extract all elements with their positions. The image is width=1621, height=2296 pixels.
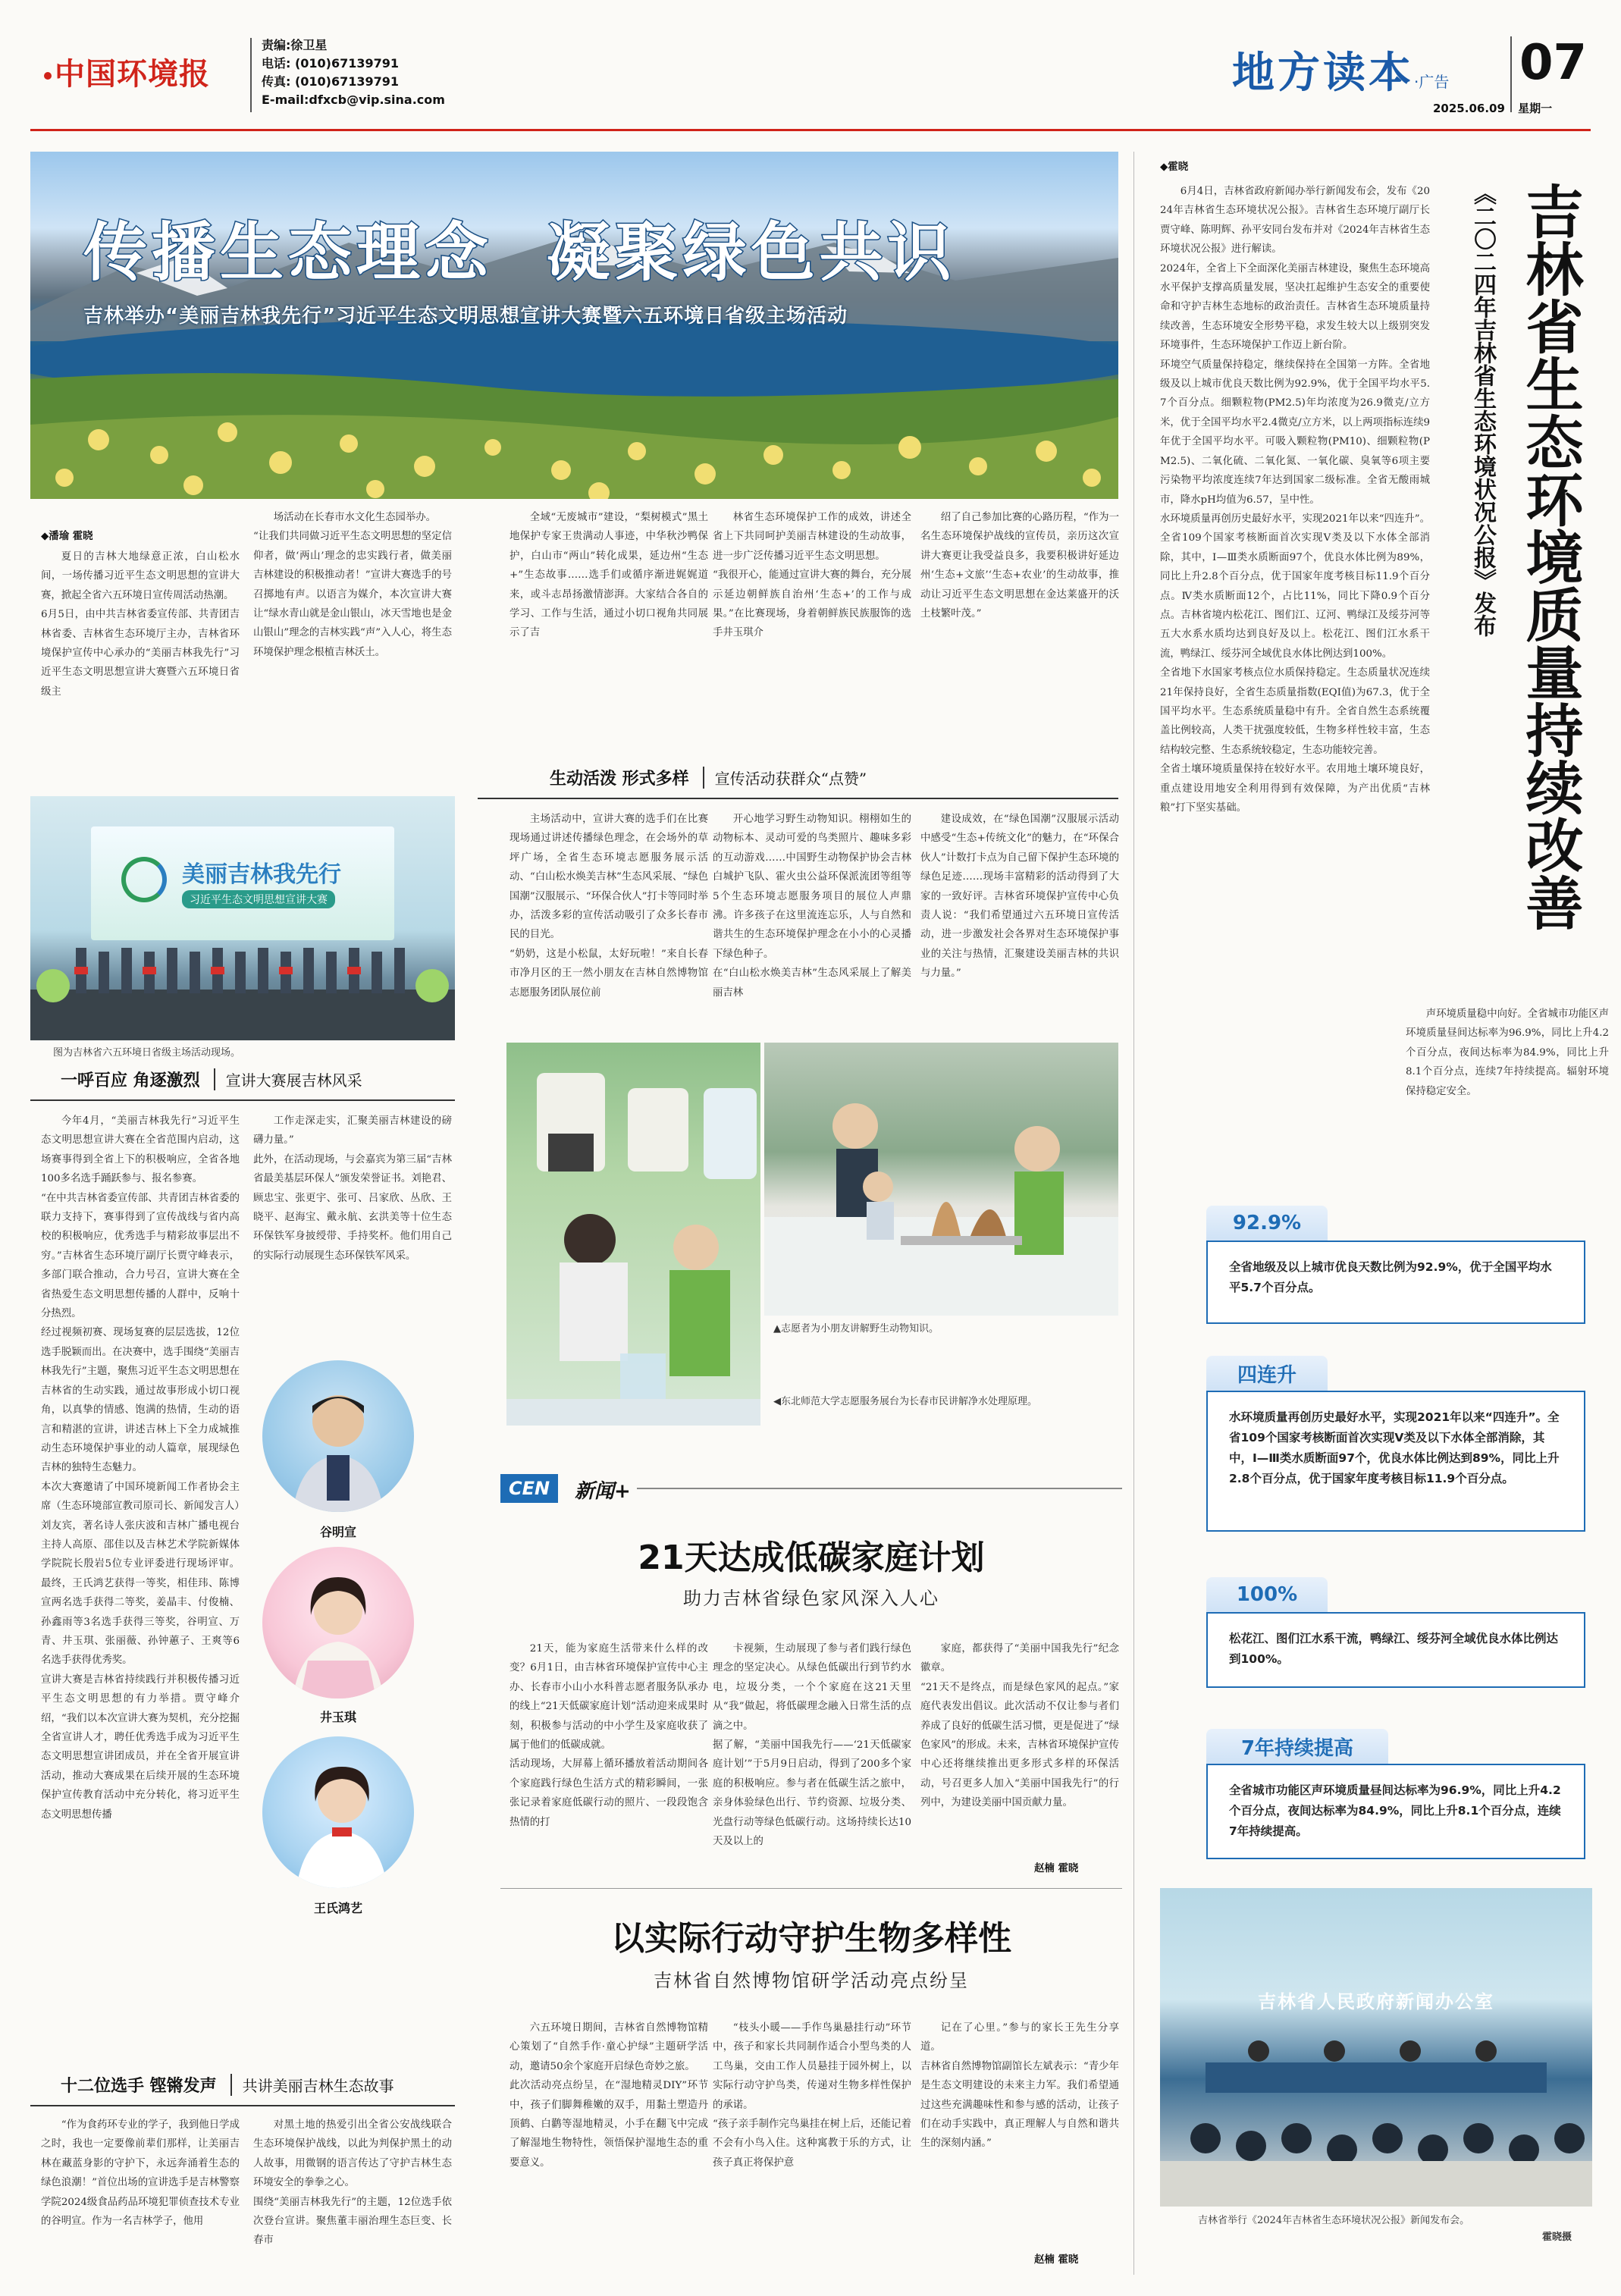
volunteer-scene-2	[506, 1043, 760, 1426]
lowcarbon-col1: 21天，能为家庭生活带来什么样的改变？6月1日，由吉林省环境保护宣传中心主办、长春市小山小水科普志愿者服务队承办的线上“21天低碳家庭计划”活动迎来成果时刻，积极参与活动的中小学生及家庭收获了属于他们的低碳成就。 活动现场，大屏幕上循环播放着活动期间各个家庭践行绿色生活方式的精彩瞬间，一张张记录着家庭低碳行动的照片、一段段饱含热情的打	[510, 1643, 708, 1828]
portrait-2-figure	[262, 1547, 414, 1698]
kpi-value-3: 100%	[1236, 1583, 1298, 1606]
lowcarbon-subtitle: 助力吉林省绿色家风深入人心	[683, 1588, 939, 1609]
lead-col4: 林省生态环境保护工作的成效，讲述全省上下共同呵护美丽吉林建设的生动故事，进一步广泛传播习近平生态文明思想。 “我很开心，能通过宣讲大赛的舞台，充分展示延边朝鲜族自治州‘生态+’的工作与成果。”在比赛现场，身着朝鲜族民族服饰的选手井玉琪介	[713, 512, 911, 639]
person-name-2: 井玉琪	[319, 1710, 356, 1724]
section-call-rule	[30, 1099, 455, 1101]
right-column-rule	[1133, 152, 1134, 2275]
lowcarbon-col3: 家庭，都获得了“美丽中国我先行”纪念徽章。 “21天不是终点，而是绿色家风的起点。”家庭代表发出倡议。此次活动不仅让参与者们养成了良好的低碳生活习惯，更是促进了“绿色家风”的形成。未来，吉林省环境保护宣传中心还将继续推出更多形式多样的环保活动，号召更多人加入“美丽中国我先行”的行列中，为建设美丽中国贡献力量。	[920, 1643, 1119, 1809]
logo-text: 中国环境报	[55, 57, 210, 92]
kpi-tab-3	[1206, 1577, 1328, 1612]
logo	[44, 50, 210, 93]
page-number: 07	[1519, 35, 1588, 91]
biodiversity-col2: “枝头小暖——手作鸟巢悬挂行动”环节中，孩子和家长共同制作适合小型鸟类的人工鸟巢，交由工作人员悬挂于园外树上，以实际行动守护鸟类，传递对生物多样性保护的承诺。 “孩子亲手制作完鸟巢挂在树上后，还能记着不会有小鸟入住。这种寓教于乐的方式，让孩子真正将保护意	[713, 2022, 911, 2169]
kpi-text-2: 水环境质量再创历史最好水平，实现2021年以来“四连升”。全省109个国家考核断面首次实现Ⅴ类及以下水体全部消除，其中，Ⅰ—Ⅲ类水质断面97个，优良水体比例达到89%，同比上升2.8个百分点，优于国家年度考核目标11.9个百分点。	[1229, 1410, 1560, 1485]
person-name-1: 谷明宣	[319, 1525, 356, 1539]
pressroom-caption: 吉林省举行《2024年吉林省生态环境状况公报》新闻发布会。	[1198, 2215, 1470, 2226]
kpi-tab-4	[1206, 1729, 1388, 1764]
right-title-text: 吉林省生态环境质量持续改善	[1516, 182, 1584, 931]
banner-title: 传播生态理念 凝聚绿色共识	[83, 215, 956, 290]
pressroom-scene	[1160, 1888, 1592, 2207]
right-col-bot2: 声环境质量稳中向好。全省城市功能区声环境质量昼间达标率为96.9%，同比上升4.2个百分点，夜间达标率为84.9%，同比上升8.1个百分点，连续7年持续提高。辐射环境保持稳定安全。	[1406, 1008, 1609, 1097]
masthead-contact	[262, 36, 445, 109]
biodiversity-byline: 赵楠 霍晓	[1034, 2254, 1079, 2266]
call-col2: 工作走深走实，汇聚美丽吉林建设的磅礴力量。” 此外，在活动现场，与会嘉宾为第三届“吉林省最美基层环保人”颁发荣誉证书。刘艳君、顾忠宝、张更宇、张可、吕家欣、丛欣、王晓平、赵海宝、戴永航、玄洪美等十位生态环保铁军身披绶带、手持奖杯。他们用自己的实际行动展现生态环保铁军风采。	[253, 1115, 452, 1262]
cen-logo: CEN	[500, 1474, 558, 1503]
ad-tag: ·广告	[1414, 73, 1450, 91]
fax: 传真: (010)67139791	[262, 74, 400, 89]
biodiversity-col1: 六五环境日期间，吉林省自然博物馆精心策划了“自然手作·童心护绿”主题研学活动，邀请50余个家庭开启绿色奇妙之旅。 此次活动亮点纷呈，在“湿地精灵DIY”环节中，孩子们脚舞稚嫩的双手，用黏土塑造丹顶鹤、白鹳等湿地精灵，小手在翻飞中完成了解湿地生物特性，领悟保护湿地生态的重要意义。	[510, 2022, 708, 2169]
banner-photo	[30, 152, 1118, 499]
portrait-1	[262, 1360, 414, 1512]
right-title-sub	[1450, 182, 1495, 698]
issue-date: 2025.06.09	[1433, 102, 1505, 115]
portrait-3-figure	[262, 1736, 414, 1888]
cen-rule	[637, 1488, 1122, 1489]
twelve-col2: 对黑土地的热爱引出全省公安战线联合生态环境保护战线，以此为判保护黑土的动人故事，用微钢的语言传达了守护吉林生态环境安全的拳拳之心。 围绕“美丽吉林我先行”的主题，12位选手依次登台宣讲。聚焦董丰丽治理生态巨变、长春市	[253, 2119, 452, 2247]
kpi-tab-1	[1206, 1206, 1328, 1241]
right-byline: ◆霍晓	[1160, 161, 1189, 173]
kpi-text-3: 松花江、图们江水系干流，鸭绿江、绥芬河全域优良水体比例达到100%。	[1229, 1632, 1559, 1666]
cen-news-header	[500, 1471, 1122, 1506]
volunteer-photo-2	[506, 1043, 760, 1426]
section-vivid-header	[478, 758, 1118, 796]
lowcarbon-title: 21天达成低碳家庭计划	[638, 1539, 985, 1577]
lead-col3: 全域“无废城市”建设，“梨树模式”黑土地保护专家王贵满动人事迹，中华秋沙鸭保护，白山市“两山”转化成果，延边州“生态+”生态故事……选手们或循序渐进娓娓道来，或斗志昂扬激情澎湃。大家结合各自的学习、工作与生活，通过小切口视角共同展示了吉	[510, 512, 708, 639]
stage-screen-title: 美丽吉林我先行	[182, 861, 341, 888]
volunteer-scene-1	[764, 1043, 1118, 1316]
kpi-box-4	[1206, 1764, 1585, 1859]
stage-caption: 图为吉林省六五环境日省级主场活动现场。	[53, 1047, 241, 1059]
kpi-value-2: 四连升	[1237, 1363, 1296, 1387]
portrait-2	[262, 1547, 414, 1698]
article-divider	[500, 1888, 1122, 1889]
vivid-col3: 建设成效，在“绿色国潮”汉服展示活动中感受“生态+传统文化”的魅力，在“环保合伙人”计数打卡点为自己留下保护生态环境的绿色足迹……现场丰富精彩的活动得到了大家的一致好评。吉林省环境保护宣传中心负责人说：“我们希望通过六五环境日宣传活动，进一步激发社会各界对生态环境保护事业的关注与热情，汇聚建设美丽吉林的共识与力量。”	[920, 814, 1119, 980]
date-line	[1433, 100, 1552, 116]
pressroom-credit: 霍晓摄	[1542, 2232, 1572, 2243]
section-twelve-rule	[30, 2105, 455, 2106]
kpi-value-1: 92.9%	[1232, 1212, 1302, 1234]
lowcarbon-byline: 赵楠 霍晓	[1034, 1862, 1079, 1874]
pressroom-sign: 吉林省人民政府新闻办公室	[1258, 1991, 1494, 2012]
pressroom-photo	[1160, 1888, 1592, 2207]
kpi-box-3	[1206, 1612, 1585, 1688]
section-name: 地方读本	[1232, 49, 1414, 98]
vivid-col1: 主场活动中，宣讲大赛的选手们在比赛现场通过讲述传播绿色理念，在会场外的草坪广场，全省生态环境志愿服务展示活动、“白山松水焕美吉林”生态风采展、“绿色国潮”汉服展示、“环保合伙人”打卡等同时举办，活泼多彩的宣传活动吸引了众多长春市民的目光。 “奶奶，这是小松鼠，太好玩啦！”来自长春市净月区的王一然小朋友在吉林自然博物馆志愿服务团队展位前	[510, 814, 708, 999]
lead-col2: 场活动在长春市水文化生态园举办。 “让我们共同做习近平生态文明思想的坚定信仰者，做‘两山’理念的忠实践行者，做美丽吉林建设的积极推动者！”宣讲大赛选手的号召掷地有声。以语言为媒介，本次宣讲大赛让“绿水青山就是金山银山，冰天雪地也是金山银山”理念的吉林实践“声”入人心，将生态环境保护理念根植吉林沃土。	[253, 512, 452, 658]
section-twelve-title: 十二位选手 铿锵发声	[61, 2076, 217, 2096]
twelve-col1: “作为食药环专业的学子，我到他日学成之时，我也一定要像前辈们那样，让美丽吉林在藏蓝身影的守护下，永远奔涌着生态的绿色浪潮！”首位出场的宣讲选手是吉林警察学院2024级食品药品环境犯罪侦查技术专业的谷明宣。作为一名吉林学子，他用	[41, 2119, 240, 2228]
weekday: 星期一	[1518, 102, 1553, 115]
masthead-divider	[250, 38, 252, 112]
masthead-rule	[30, 129, 1591, 131]
lead-col5: 绍了自己参加比赛的心路历程，“作为一名生态环境保护战线的宣传员，亲历这次宣讲大赛更让我受益良多，我要积极讲好延边州‘生态+文旅’‘生态+农业’的生动故事，推动让习近平生态文明思想在金达莱盛开的沃土枝繁叶茂。”	[920, 512, 1119, 620]
stage-people	[30, 796, 455, 1040]
volunteer-caption-1: ▲志愿者为小朋友讲解野生动物知识。	[773, 1323, 939, 1335]
section-call-title: 一呼百应 角逐激烈	[61, 1071, 200, 1090]
section-twelve-header	[30, 2065, 455, 2103]
call-col1: 今年4月，“美丽吉林我先行”习近平生态文明思想宣讲大赛在全省范围内启动，这场赛事得到全省上下的积极响应，全省各地100多名选手踊跃参与、报名参赛。 “在中共吉林省委宣传部、共青团吉林省委的联力支持下，赛事得到了宣传战线与省内高校的积极响应，优秀选手与精彩故事层出不穷。”吉林省生态环境厅副厅长贾守峰表示，多部门联合推动，合力号召，宣讲大赛在全省热爱生态文明思想传播的人群中，反响十分热烈。 经过视频初赛、现场复赛的层层选拔，12位选手脱颖而出。在决赛中，选手围绕“美丽吉林我先行”主题，聚焦习近平生态文明思想在吉林省的生动实践，通过故事形成小切口视角，以真挚的情感、饱满的热情，生动的语言和精湛的宣讲，讲述吉林上下全力成城推动生态环境保护事业的动人篇章，展现绿色吉林的独特生态魅力。 本次大赛邀请了中国环境新闻工作者协会主席（生态环境部宣教司原司长、新闻发言人）刘友宾，著名诗人张庆波和吉林广播电视台主持人高原、邵佳以及吉林艺术学院新媒体学院院长殷岩5位专业评委进行现场评审。最终，王氏鸿艺获得一等奖，相佳玮、陈博宣两名选手获得二等奖，姜晶丰、付俊楠、孙鑫雨等3名选手获得三等奖，谷明宣、万青、井玉琪、张丽薇、孙钟蕙子、王爽等6名选手获得优秀奖。 宣讲大赛是吉林省持续践行并积极传播习近平生态文明思想的有力举措。贾守峰介绍，“我们以本次宣讲大赛为契机，充分挖掘全省宣讲人才，聘任优秀选手成为习近平生态文明思想宣讲团成员，并在全省开展宣讲活动，推动大赛成果在后续开展的生态环境保护宣传教育活动中充分转化，将习近平生态文明思想传播	[41, 1115, 240, 1821]
stage-screen-subtitle: 习近平生态文明思想宣讲大赛	[182, 890, 335, 908]
kpi-tab-2	[1206, 1356, 1328, 1391]
lead-byline: ◆潘瑜 霍晓	[41, 530, 93, 542]
lowcarbon-col2: 卡视频，生动展现了参与者们践行绿色理念的坚定决心。从绿色低碳出行到节约水电，垃圾分类，一个个家庭在这21天里从“我”做起，将低碳理念融入日常生活的点滴之中。 据了解，“美丽中国我先行——‘21天低碳家庭计划’”于5月9日启动，得到了200多个家庭的积极响应。参与者在低碳生活之旅中，亲身体验绿色出行、节约资源、垃圾分类、光盘行动等绿色低碳行动。这场持续长达10天及以上的	[713, 1643, 911, 1848]
right-title-main	[1501, 182, 1585, 1016]
kpi-box-1	[1206, 1241, 1585, 1324]
logo-dot-icon	[44, 72, 52, 80]
kpi-value-4: 7年持续提高	[1240, 1736, 1354, 1760]
section-vivid-rule	[478, 798, 1118, 799]
biodiversity-col3: 记在了心里。”参与的家长王先生分享道。 吉林省自然博物馆副馆长左斌表示：“青少年是生态文明建设的未来主力军。我们希望通过这些充满趣味性和参与感的活动，让孩子们在动手实践中，真正理解人与自然和谐共生的深刻内涵。”	[920, 2022, 1119, 2150]
section-vivid-subtitle: 宣传活动获群众“点赞”	[703, 767, 867, 789]
masthead	[0, 0, 1621, 144]
person-name-3: 王氏鸿艺	[313, 1901, 362, 1915]
volunteer-caption-2: ◀东北师范大学志愿服务展台为长春市民讲解净水处理原理。	[773, 1396, 1037, 1407]
portrait-1-figure	[262, 1360, 414, 1512]
section-vivid-title: 生动活泼 形式多样	[550, 769, 689, 789]
biodiversity-subtitle: 吉林省自然博物馆研学活动亮点纷呈	[654, 1970, 969, 1991]
cen-label: 新闻+	[575, 1480, 631, 1503]
kpi-text-1: 全省地级及以上城市优良天数比例为92.9%，优于全国平均水平5.7个百分点。	[1229, 1260, 1552, 1294]
kpi-text-4: 全省城市功能区声环境质量昼间达标率为96.9%，同比上升4.2个百分点，夜间达标率为84.9%，同比上升8.1个百分点，连续7年持续提高。	[1229, 1783, 1561, 1838]
volunteer-photo-1	[764, 1043, 1118, 1316]
section-call-subtitle: 宣讲大赛展吉林风采	[214, 1068, 362, 1090]
banner-subtitle: 吉林举办“美丽吉林我先行”习近平生态文明思想宣讲大赛暨六五环境日省级主场活动	[83, 305, 848, 328]
vivid-col2: 开心地学习野生动物知识。栩栩如生的动物标本、灵动可爱的鸟类照片、趣味多彩的互动游戏……中国野生动物保护协会吉林白城护飞队、霍火虫公益环保派流团等组等5个生态环境志愿服务项目的展位人声鼎沸。许多孩子在这里流连忘乐，人与自然和谐共生的生态环境保护理念在小小的心灵播下绿色种子。 在“白山松水焕美吉林”生态风采展上了解美丽吉林	[713, 814, 911, 999]
lead-col1: 夏日的吉林大地绿意正浓，白山松水间，一场传播习近平生态文明思想的宣讲大赛，掀起全省六五环境日宣传周活动热潮。 6月5日，由中共吉林省委宣传部、共青团吉林省委、吉林省生态环境厅主办，吉林省环境保护宣传中心承办的“美丽吉林我先行”习近平生态文明思想宣讲大赛暨六五环境日省级主	[41, 551, 240, 698]
phone: 电话: (010)67139791	[262, 56, 400, 71]
biodiversity-title: 以实际行动守护生物多样性	[611, 1919, 1011, 1958]
editor-name: 责编:徐卫星	[262, 38, 328, 52]
section-title	[1232, 39, 1449, 100]
right-subtitle-text: 《二〇二四年吉林省生态环境状况公报》发布	[1469, 182, 1496, 637]
email[interactable]: E-mail:dfxcb@vip.sina.com	[262, 93, 445, 107]
section-call-header	[30, 1060, 455, 1098]
portrait-3	[262, 1736, 414, 1888]
kpi-box-2	[1206, 1391, 1585, 1532]
right-col-top: 6月4日，吉林省政府新闻办举行新闻发布会，发布《2024年吉林省生态环境状况公报》。吉林省生态环境厅副厅长贾守峰、陈明辉、孙平安同台发布并对《2024年吉林省生态环境状况公报》进行解读。 2024年，全省上下全面深化美丽吉林建设，聚焦生态环境高水平保护支撑高质量发展，坚决扛起维护生态安全的重要使命和守护吉林生态地标的政治责任。吉林省生态环境质量持续改善，生态环境安全形势平稳，求发生较大以上级别突发环境事件，生态环境保护工作迈上新台阶。 环境空气质量保持稳定，继续保持在全国第一方阵。全省地级及以上城市优良天数比例为92.9%，优于全国平均水平5.7个百分点。细颗粒物(PM2.5)年均浓度为26.9微克/立方米，优于全国平均水平2.4微克/立方米，以上两项指标连续9年优于全国平均水平。可吸入颗粒物(PM10)、细颗粒物(PM2.5)、二氧化硫、二氧化氮、一氧化碳、臭氧等6项主要污染物平均浓度连续7年达到国家二级标准。全省无酸雨城市，降水pH均值为6.57，呈中性。 水环境质量再创历史最好水平，实现2021年以来“四连升”。全省109个国家考核断面首次实现Ⅴ类及以下水体全部消除，其中，Ⅰ—Ⅲ类水质断面97个，优良水体比例为89%，同比上升2.8个百分点，优于国家年度考核目标11.9个百分点。Ⅳ类水质断面12个，占比11%，同比下降0.9个百分点。吉林省境内松花江、图们江、辽河、鸭绿江及绥芬河等五大水系水质均达到良好及以上。松花江、图们江水系干流，鸭绿江、绥芬河全域优良水体比例达到100%。 全省地下水国家考核点位水质保持稳定。生态质量状况连续21年保持良好，全省生态质量指数(EQI值)为67.3，优于全国平均水平。生态系统质量稳中有升。全省自然生态系统覆盖比例较高，人类干扰强度较低，生物多样性较丰富，生态结构较完整、生态系统较稳定，生态功能较完善。 全省土壤环境质量保持在较好水平。农用地土壤环境良好，重点建设用地安全利用得到有效保障，为产出优质“吉林粮”打下坚实基础。	[1160, 186, 1430, 814]
stage-photo	[30, 796, 455, 1040]
section-twelve-subtitle: 共讲美丽吉林生态故事	[230, 2074, 394, 2096]
